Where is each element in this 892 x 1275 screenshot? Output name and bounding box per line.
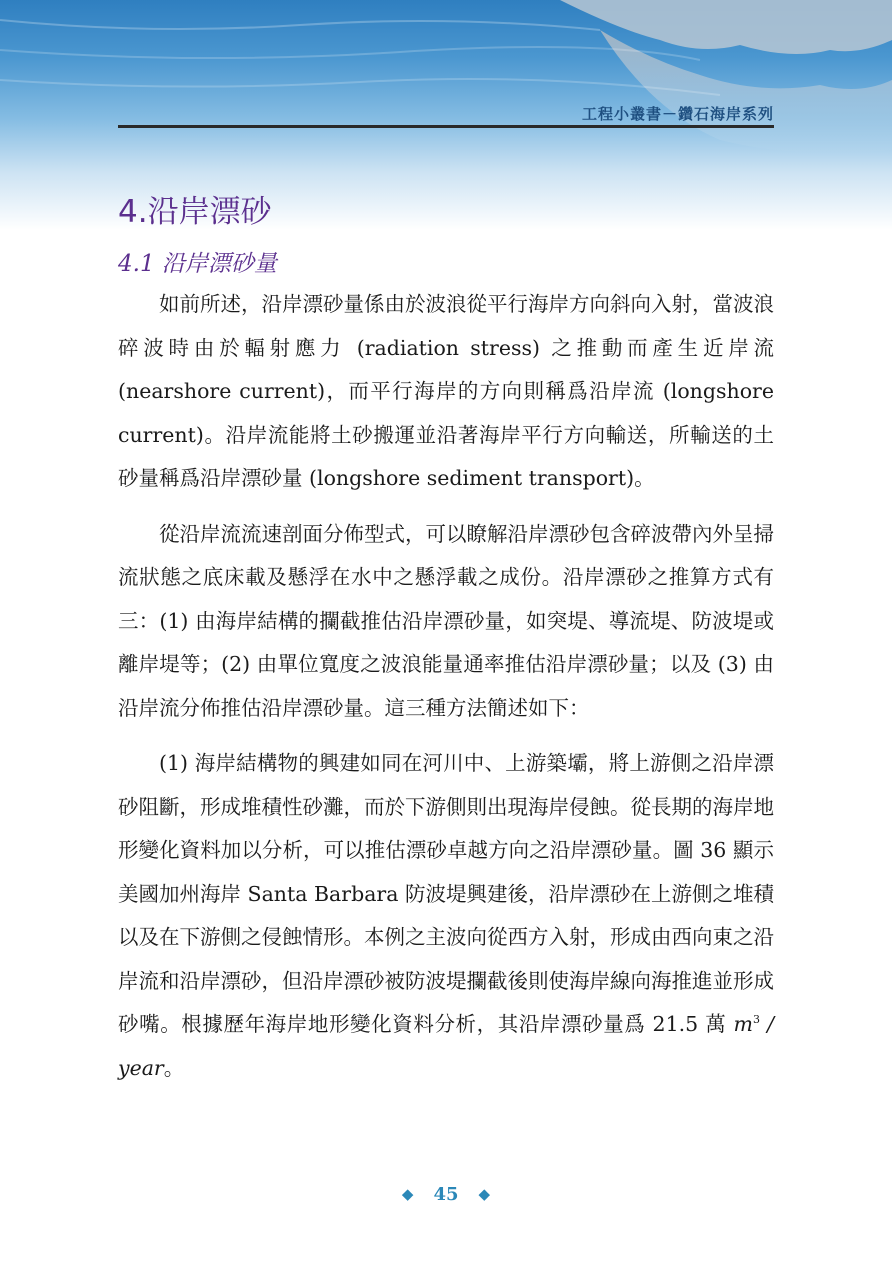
page-number: 45 — [433, 1184, 459, 1205]
body-text — [118, 283, 774, 1102]
paragraph-3 — [118, 742, 774, 1090]
paragraph-3-text: (1) 海岸結構物的興建如同在河川中、上游築壩，將上游側之沿岸漂砂阻斷，形成堆積性砂灘，而於下游側則出現海岸侵蝕。從長期的海岸地形變化資料加以分析，可以推估漂砂卓越方向之沿岸漂砂量。圖 36 顯示美國加州海岸 Santa Barbara 防波堤興建後，沿岸漂砂在上游側之堆積以及在下游側之侵蝕情形。本例之主波向從西方入射，形成由西向東之沿岸流和沿岸漂砂，但沿岸漂砂被防波堤攔截後則使海岸線向海推進並形成砂嘴。根據歷年海岸地形變化資料分析，其沿岸漂砂量爲 21.5 萬 — [118, 751, 774, 1036]
unit-m: m — [733, 1012, 753, 1036]
diamond-icon: ◆ — [401, 1185, 414, 1203]
sentence-end: 。 — [163, 1055, 185, 1080]
unit-exponent: 3 — [752, 1013, 760, 1027]
diamond-icon: ◆ — [478, 1185, 491, 1203]
subsection-title: 4.1 沿岸漂砂量 — [118, 251, 277, 277]
paragraph-2: 從沿岸流流速剖面分佈型式，可以瞭解沿岸漂砂包含碎波帶內外呈掃流狀態之底床載及懸浮在水中之懸浮載之成份。沿岸漂砂之推算方式有三：(1) 由海岸結構的攔截推估沿岸漂砂量，如突堤、導流堤、防波堤或離岸堤等；(2) 由單位寬度之波浪能量通率推估沿岸漂砂量；以及 (3) 由沿岸流分佈推估沿岸漂砂量。這三種方法簡述如下： — [118, 521, 774, 720]
page-footer — [0, 1184, 892, 1205]
paragraph-1: 如前所述，沿岸漂砂量係由於波浪從平行海岸方向斜向入射，當波浪碎波時由於輻射應力 (radiation stress) 之推動而產生近岸流 (nearshore current)，而平行海岸的方向則稱爲沿岸流 (longshore current)。沿岸流能將土砂搬運並沿著海岸平行方向輸送，所輸送的土砂量稱爲沿岸漂砂量 (longshore sediment transport)。 — [118, 292, 774, 490]
section-title: 4.沿岸漂砂 — [118, 194, 272, 230]
series-title: 工程小叢書－鑽石海岸系列 — [581, 105, 774, 123]
header-divider — [118, 125, 774, 128]
unit-per-year: / year — [118, 1012, 774, 1080]
